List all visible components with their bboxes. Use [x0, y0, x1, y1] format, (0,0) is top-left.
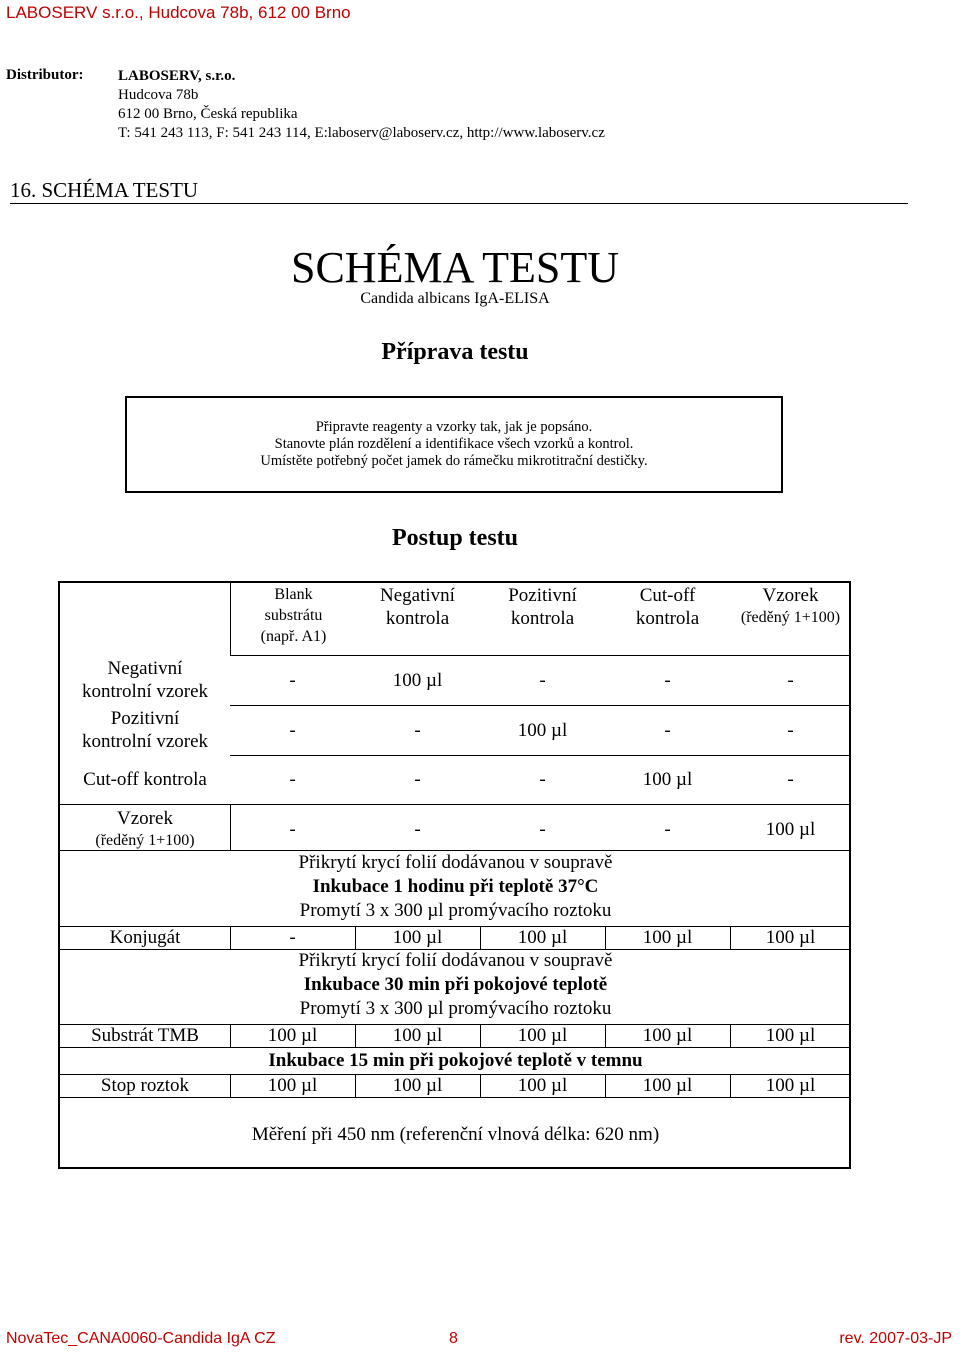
distributor-contact: T: 541 243 113, F: 541 243 114, E:laboserv@laboserv.cz, http://www.laboserv.cz — [118, 125, 605, 141]
scheme-subtitle: Candida albicans IgA-ELISA — [360, 290, 550, 307]
cell-value: 100 µl — [517, 927, 568, 948]
row-label-pos-ctrl: Pozitivní kontrolní vzorek — [81, 708, 209, 752]
cell-value: - — [787, 769, 794, 790]
cell-value: 100 µl — [392, 670, 443, 691]
col-header-cutoff: Cut-off kontrola — [635, 585, 700, 629]
distributor-city: 612 00 Brno, Česká republika — [118, 106, 298, 122]
section-title: 16. SCHÉMA TESTU — [10, 178, 199, 202]
cell-value: 100 µl — [765, 819, 816, 840]
grid-line — [230, 755, 851, 756]
footer-document-id: NovaTec_CANA0060-Candida IgA CZ — [6, 1330, 276, 1347]
cell-value: - — [289, 769, 296, 790]
cell-value: - — [414, 819, 421, 840]
cell-value: 100 µl — [765, 1075, 816, 1096]
col-header-sample: Vzorek (ředěný 1+100) — [740, 585, 841, 626]
cell-value: - — [787, 720, 794, 741]
cell-value: 100 µl — [517, 720, 568, 741]
cell-value: - — [289, 670, 296, 691]
prep-line: Umístěte potřebný počet jamek do rámečku mikrotitrační destičky. — [260, 453, 648, 469]
cell-value: 100 µl — [392, 927, 443, 948]
cell-value: 100 µl — [642, 927, 693, 948]
col-header-pos: Pozitivní kontrola — [508, 585, 577, 629]
cell-value: - — [664, 720, 671, 741]
cell-value: - — [787, 670, 794, 691]
page-header: LABOSERV s.r.o., Hudcova 78b, 612 00 Brno — [6, 3, 351, 22]
cell-value: - — [414, 769, 421, 790]
step-incubation-1: Přikrytí krycí folií dodávanou v soupravě Inkubace 1 hodinu při teplotě 37°C Promytí 3 x 300 µl promývacího roztoku — [298, 852, 613, 921]
grid-line — [60, 1097, 851, 1098]
cell-value: 100 µl — [642, 1025, 693, 1046]
grid-line — [230, 655, 851, 656]
step-incubation-2: Přikrytí krycí folií dodávanou v soupravě Inkubace 30 min při pokojové teplotě Promytí 3 x 300 µl promývacího roztoku — [298, 950, 613, 1019]
row-label-sample: Vzorek (ředěný 1+100) — [95, 808, 195, 849]
distributor-address — [118, 67, 605, 143]
cell-value: 100 µl — [267, 1075, 318, 1096]
row-label-substrate: Substrát TMB — [91, 1025, 199, 1046]
footer-page-number: 8 — [449, 1330, 458, 1347]
cell-value: - — [414, 720, 421, 741]
grid-line — [60, 804, 851, 805]
row-label-stop: Stop roztok — [100, 1075, 190, 1096]
cell-value: 100 µl — [392, 1075, 443, 1096]
cell-value: - — [539, 819, 546, 840]
measurement-note: Měření při 450 nm (referenční vlnová délka: 620 nm) — [251, 1124, 660, 1145]
grid-line — [230, 583, 231, 655]
cell-value: - — [289, 819, 296, 840]
col-header-blank: Blank substrátu (např. A1) — [260, 586, 327, 645]
step-incubation-3: Inkubace 15 min při pokojové teplotě v temnu — [268, 1050, 643, 1071]
col-header-neg: Negativní kontrola — [380, 585, 455, 629]
cell-value: - — [664, 670, 671, 691]
distributor-street: Hudcova 78b — [118, 87, 199, 103]
procedure-title: Postup testu — [391, 525, 518, 551]
distributor-name: LABOSERV, s.r.o. — [118, 68, 236, 84]
procedure-scheme — [58, 581, 851, 1169]
distributor-label: Distributor: — [6, 67, 84, 83]
prep-line: Připravte reagenty a vzorky tak, jak je popsáno. — [315, 419, 593, 435]
prep-box — [125, 396, 783, 493]
row-label-neg-ctrl: Negativní kontrolní vzorek — [81, 658, 209, 702]
cell-value: 100 µl — [267, 1025, 318, 1046]
row-label-conjugate: Konjugát — [109, 927, 181, 948]
scheme-title: SCHÉMA TESTU — [290, 243, 620, 292]
grid-line — [230, 705, 851, 706]
grid-line — [60, 1047, 851, 1048]
cell-value: 100 µl — [642, 769, 693, 790]
cell-value: - — [539, 670, 546, 691]
cell-value: - — [664, 819, 671, 840]
cell-value: - — [289, 720, 296, 741]
prep-line: Stanovte plán rozdělení a identifikace všech vzorků a kontrol. — [274, 436, 634, 452]
cell-value: 100 µl — [517, 1075, 568, 1096]
cell-value: - — [289, 927, 296, 948]
cell-value: 100 µl — [765, 1025, 816, 1046]
cell-value: - — [539, 769, 546, 790]
cell-value: 100 µl — [765, 927, 816, 948]
cell-value: 100 µl — [517, 1025, 568, 1046]
prep-title: Příprava testu — [381, 339, 529, 365]
row-label-cutoff: Cut-off kontrola — [83, 769, 207, 790]
cell-value: 100 µl — [392, 1025, 443, 1046]
footer-revision: rev. 2007-03-JP — [839, 1330, 952, 1347]
cell-value: 100 µl — [642, 1075, 693, 1096]
section-divider — [10, 203, 908, 204]
